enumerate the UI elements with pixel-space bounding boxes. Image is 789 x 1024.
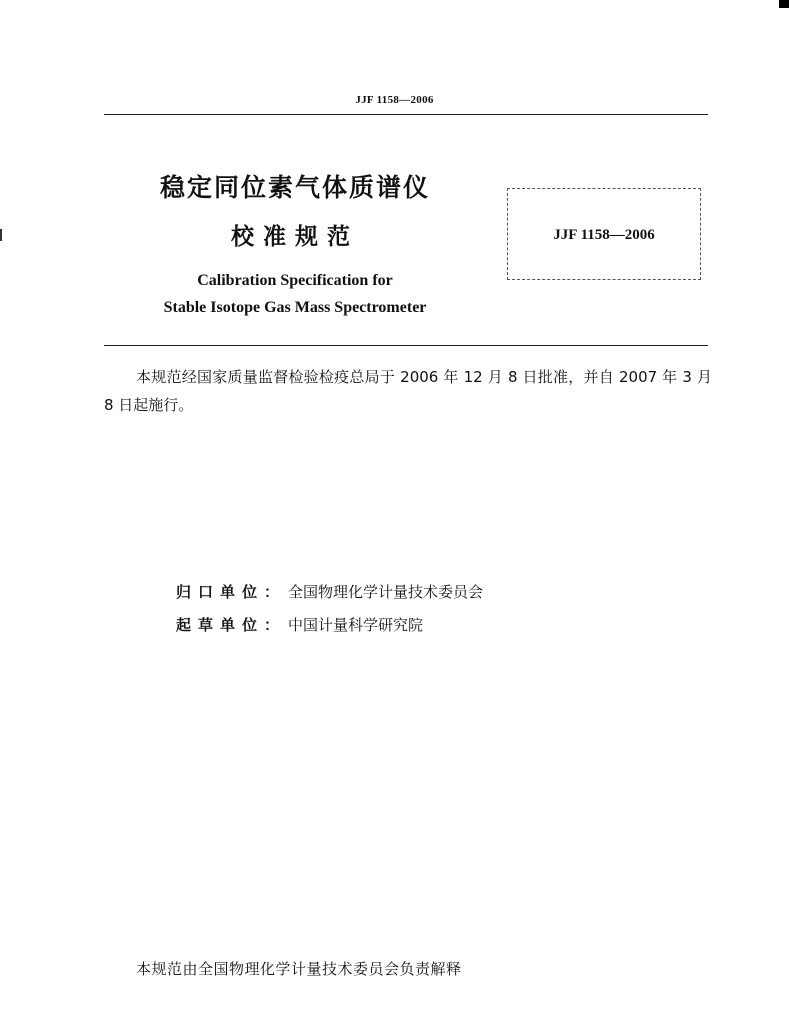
scan-artifact-tick: [0, 229, 2, 241]
title-english-line1: Calibration Specification for: [197, 272, 393, 289]
responsible-unit-value: 全国物理化学计量技术委员会: [288, 583, 484, 601]
drafting-unit-label: 起草单位：: [176, 616, 287, 634]
drafting-unit-row: [176, 614, 423, 635]
responsible-unit-label: 归口单位：: [176, 583, 287, 601]
header-rule: [104, 114, 708, 115]
drafting-unit-value: 中国计量科学研究院: [288, 616, 424, 634]
title-chinese: 稳定同位素气体质谱仪: [159, 173, 430, 202]
standard-code: JJF 1158—2006: [553, 227, 655, 243]
scan-artifact-mark: [779, 0, 789, 8]
subtitle-chinese: 校准规范: [231, 224, 359, 250]
running-header-code: JJF 1158—2006: [355, 94, 434, 106]
section-rule: [104, 345, 708, 346]
title-english-line2: Stable Isotope Gas Mass Spectrometer: [163, 299, 427, 316]
interpretation-note: 本规范由全国物理化学计量技术委员会负责解释: [136, 960, 462, 978]
approval-statement: 本规范经国家质量监督检验检疫总局于 2006 年 12 月 8 日批准，并自 2007 年 3 月 8 日起施行。: [104, 368, 712, 414]
responsible-unit-row: [176, 581, 483, 602]
